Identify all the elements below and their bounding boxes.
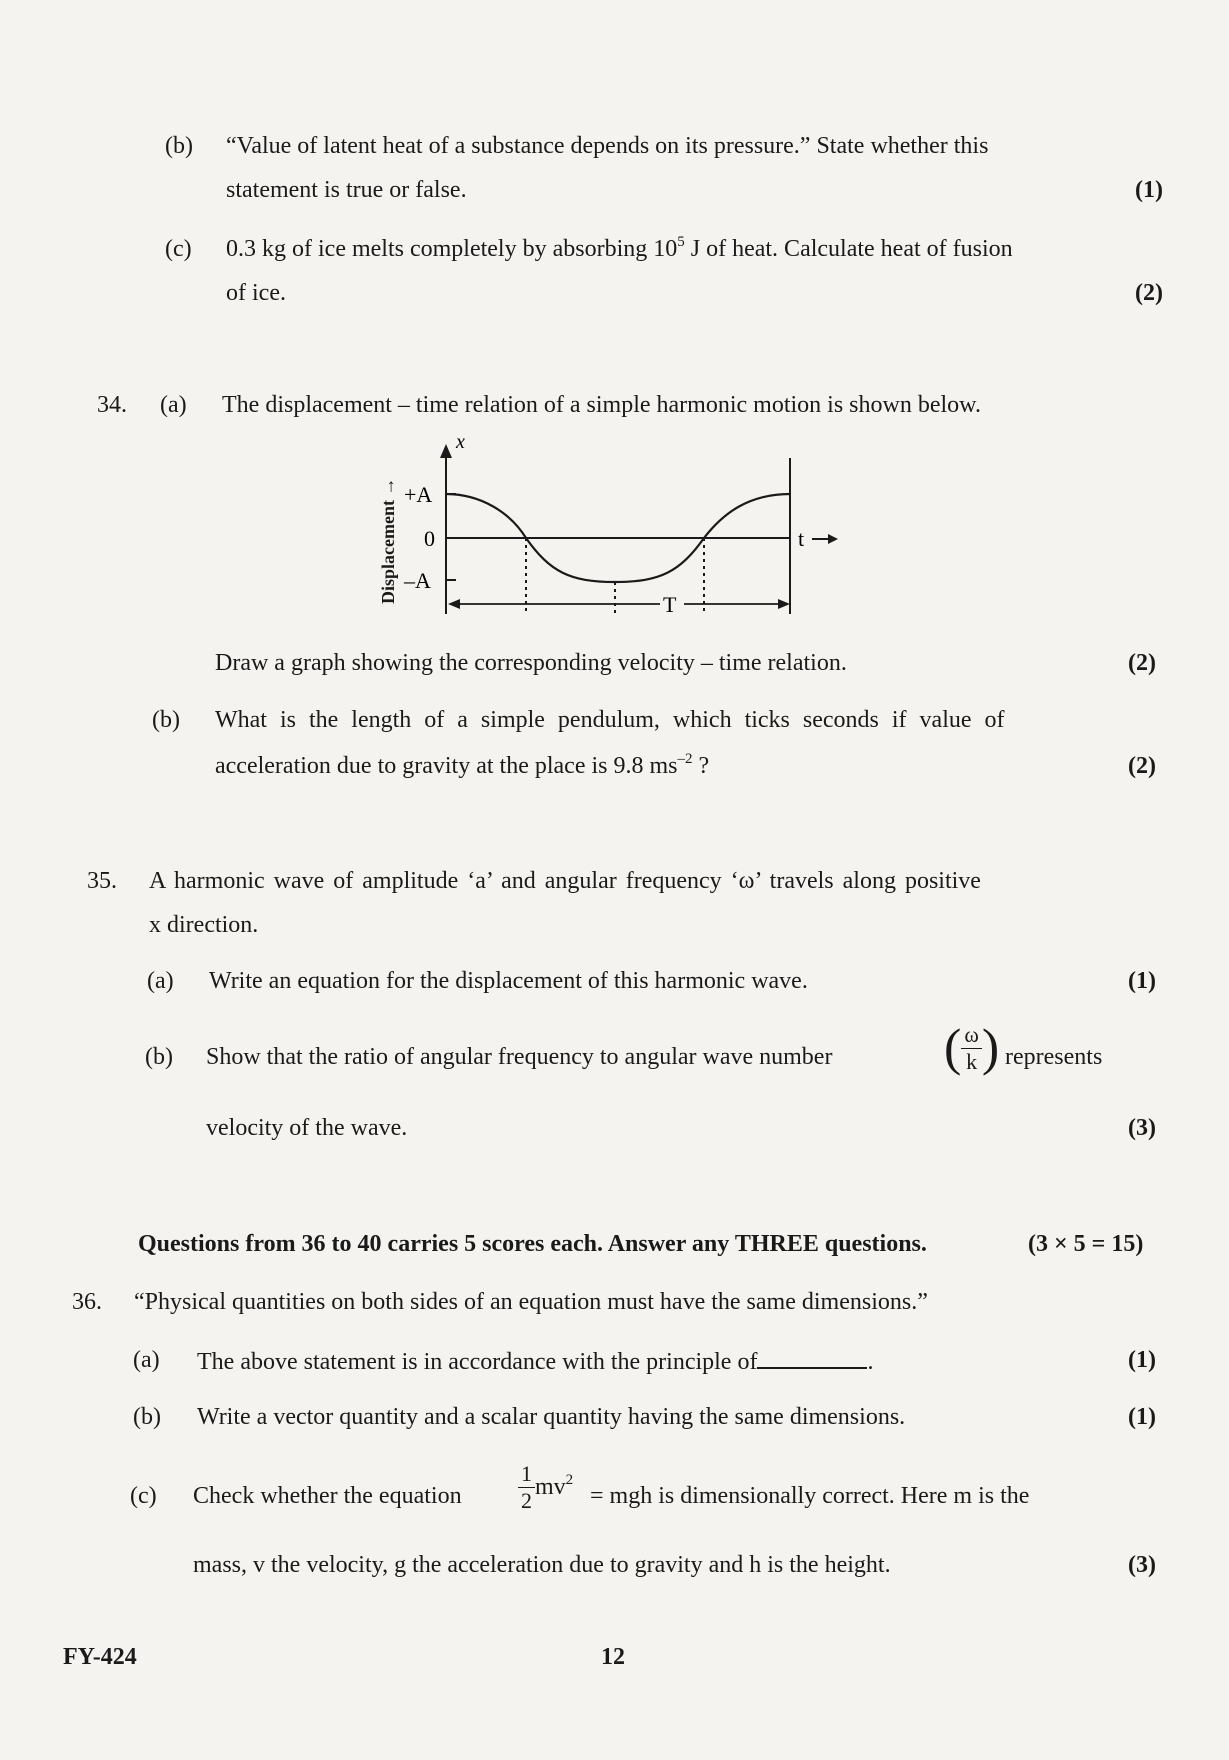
q36c-marks: (3) <box>1128 1552 1156 1578</box>
q36b-marks: (1) <box>1128 1404 1156 1430</box>
q33c-text-line2: of ice. <box>226 280 286 306</box>
q34a-text: The displacement – time relation of a simple harmonic motion is shown below. <box>222 392 981 418</box>
q34-number: 34. <box>97 392 127 418</box>
q36b-label: (b) <box>133 1404 161 1430</box>
q36a-blank[interactable] <box>757 1345 867 1369</box>
q33b-label: (b) <box>165 133 193 159</box>
q34b-text-line2: acceleration due to gravity at the place is 9.8 $ms^{-2}$ ? <box>215 751 710 779</box>
q33c-text-line1: 0.3 kg of ice melts completely by absorbing $10^5$ J of heat. Calculate heat of fusion <box>226 234 1013 262</box>
page-number: 12 <box>601 1644 625 1670</box>
q36-number: 36. <box>72 1289 102 1315</box>
q36-quote: “Physical quantities on both sides of an equation must have the same dimensions.” <box>134 1289 928 1315</box>
q35b-text-pre: Show that the ratio of angular frequency to angular wave number <box>206 1044 833 1070</box>
q33b-text-line1: “Value of latent heat of a substance depends on its pressure.” State whether this <box>226 133 989 159</box>
t-axis-arrow-icon <box>828 534 838 544</box>
y-axis-arrow-icon <box>440 444 452 458</box>
q36a-marks: (1) <box>1128 1347 1156 1373</box>
period-label: T <box>663 592 677 617</box>
q35-intro-line2: x direction. <box>149 912 259 938</box>
t-axis-label: t <box>798 526 805 551</box>
q36c-text-post: = mgh is dimensionally correct. Here m is the <box>590 1483 1030 1509</box>
q35a-marks: (1) <box>1128 968 1156 994</box>
q35b-label: (b) <box>145 1044 173 1070</box>
minus-a-label: –A <box>404 568 431 593</box>
q35b-fraction: ( $\frac{\omega}{k}$ ) <box>944 1019 1000 1077</box>
q35b-marks: (3) <box>1128 1115 1156 1141</box>
section-score: (3 × 5 = 15) <box>1028 1231 1144 1257</box>
q36c-equation: $\frac{1}{2}$ $mv^2$ <box>518 1461 573 1514</box>
q36c-text-pre: Check whether the equation <box>193 1483 462 1509</box>
period-right-arrow-icon <box>778 599 790 609</box>
q35a-text: Write an equation for the displacement of this harmonic wave. <box>209 968 808 994</box>
q36a-label: (a) <box>133 1347 160 1373</box>
q35b-text-post: represents <box>1005 1044 1103 1070</box>
plus-a-label: +A <box>404 482 433 507</box>
q34b-text-line1: What is the length of a simple pendulum, which ticks seconds if value of <box>215 707 1005 733</box>
y-axis-symbol: x <box>456 432 465 453</box>
q35b-text-line2: velocity of the wave. <box>206 1115 408 1141</box>
footer-code: FY-424 <box>63 1644 137 1670</box>
q36b-text: Write a vector quantity and a scalar quantity having the same dimensions. <box>197 1404 906 1430</box>
q36c-label: (c) <box>130 1483 157 1509</box>
q34b-marks: (2) <box>1128 753 1156 779</box>
q36a-text: The above statement is in accordance with the principle of . <box>197 1345 873 1377</box>
q35a-label: (a) <box>147 968 174 994</box>
q33b-text-line2: statement is true or false. <box>226 177 467 203</box>
zero-label: 0 <box>424 526 435 551</box>
q35-number: 35. <box>87 868 117 894</box>
q33c-marks: (2) <box>1135 280 1163 306</box>
period-left-arrow-icon <box>448 599 460 609</box>
q35-intro-line1: A harmonic wave of amplitude ‘a’ and angular frequency ‘ω’ travels along positive <box>149 868 981 894</box>
q33c-label: (c) <box>165 236 192 262</box>
q33b-marks: (1) <box>1135 177 1163 203</box>
q34a-label: (a) <box>160 392 187 418</box>
q34a-marks: (2) <box>1128 650 1156 676</box>
shm-displacement-graph <box>370 432 850 632</box>
displacement-axis-label: Displacement → <box>378 477 398 604</box>
section-instruction: Questions from 36 to 40 carries 5 scores each. Answer any THREE questions. <box>138 1231 927 1257</box>
q36c-text-line2: mass, v the velocity, g the acceleration due to gravity and h is the height. <box>193 1552 891 1578</box>
q34b-label: (b) <box>152 707 180 733</box>
q34a-after-text: Draw a graph showing the corresponding velocity – time relation. <box>215 650 847 676</box>
